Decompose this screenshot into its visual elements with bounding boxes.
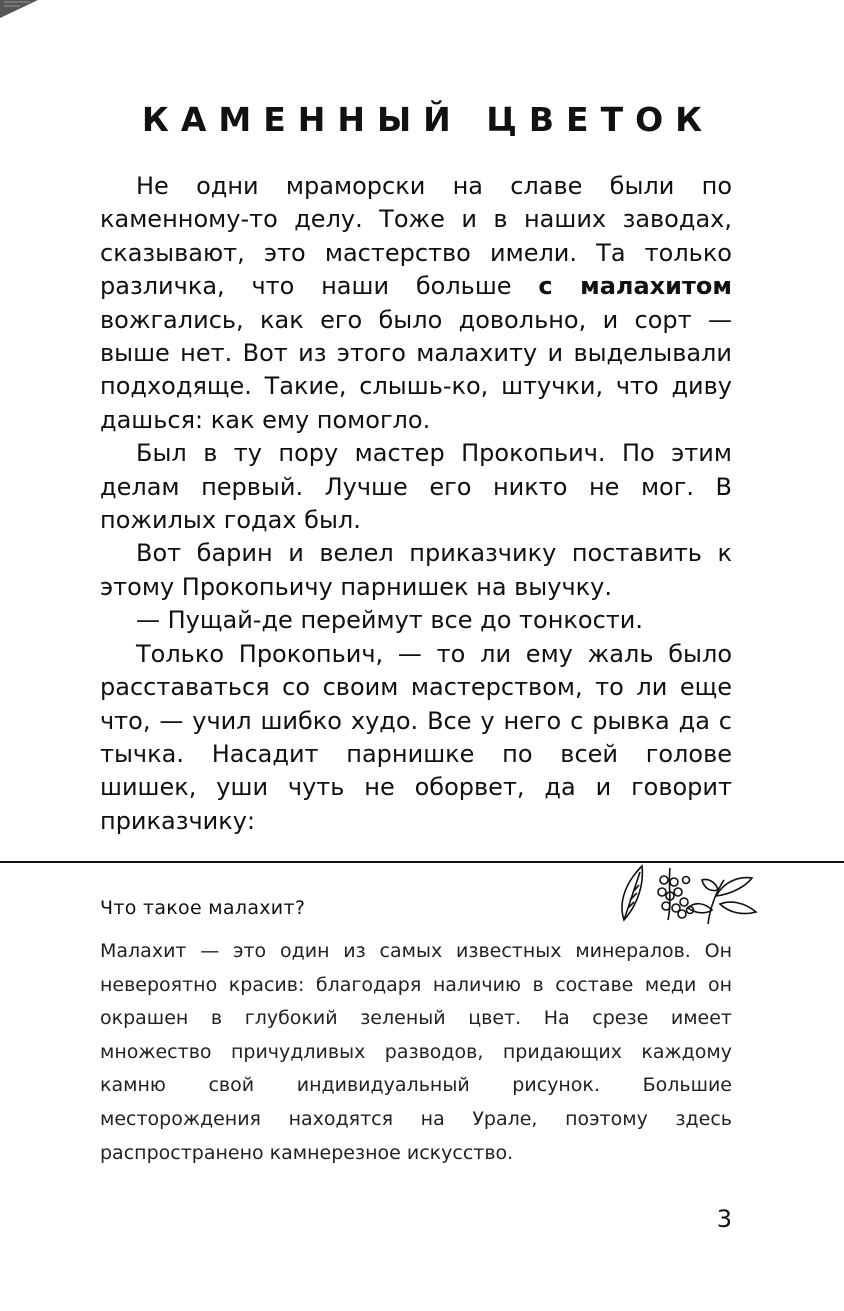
paragraph-1: Не одни мраморски на славе были по каменному-то делу. Тоже и в наших заводах, сказывают, это мастерство имели. Та только различка, что наши больше с малахитом вожгались, как его было довольно, и сорт — выше нет. Вот из этого малахиту и выделывали подходяще. Такие, слышь-ко, штучки, что диву дашься: как ему помогло. <box>100 172 732 434</box>
page-number: 3 <box>716 1205 732 1233</box>
chapter-title: КАМЕННЫЙ ЦВЕТОК <box>141 100 715 139</box>
paragraph-2: Был в ту пору мастер Прокопьич. По этим делам первый. Лучше его никто не мог. В пожилых годах был. <box>100 439 732 535</box>
paragraph-4: — Пущай-де переймут все до тонкости. <box>136 606 643 635</box>
sidebar-paragraph: Малахит — это один из самых известных минералов. Он невероятно красив: благодаря наличию в составе меди он окрашен в глубокий зеленый цвет. На срезе имеет множество причудливых разводов, придающих каждому камню свой индивидуальный рисунок. Большие месторождения находятся на Урале, поэтому здесь распространено камнерезное искусство. <box>100 940 732 1164</box>
bold-phrase: с малахитом <box>538 272 732 301</box>
story-text <box>100 170 732 838</box>
sidebar-text <box>100 935 732 1170</box>
leaves-branch-icon <box>612 862 762 924</box>
paragraph-3: Вот барин и велел приказчику поставить к этому Прокопьичу парнишек на выучку. <box>100 539 732 601</box>
sidebar-title: Что такое малахит? <box>100 897 306 919</box>
paragraph-5: Только Прокопьич, — то ли ему жаль было расставаться со своим мастерством, то ли еще что, — учил шибко худо. Все у него с рывка да с тычка. Насадит парнишке по всей голове шишек, уши чуть не оборвет, да и говорит приказчику: <box>100 639 732 835</box>
corner-ornament-icon <box>0 0 40 20</box>
